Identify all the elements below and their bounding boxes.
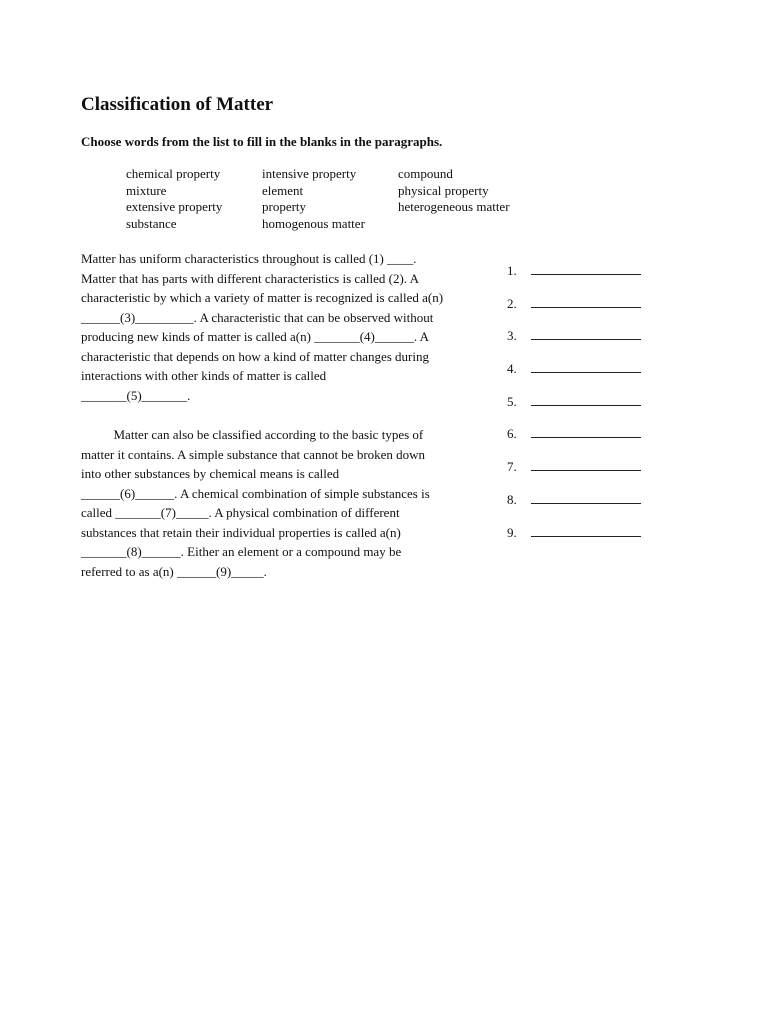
paragraph-types-of-matter <box>81 425 481 581</box>
paragraph-line: referred to as a(n) ______(9)_____. <box>81 563 267 579</box>
answer-number: 1. <box>507 263 517 278</box>
answer-number: 2. <box>507 296 517 311</box>
answer-number: 7. <box>507 459 517 474</box>
word-bank-column-3 <box>398 166 510 216</box>
word-bank-item: chemical property <box>126 166 221 181</box>
answer-number: 5. <box>507 394 517 409</box>
answer-row-4 <box>507 360 641 380</box>
answer-row-1 <box>507 262 641 282</box>
paragraph-line: producing new kinds of matter is called a(n) _______(4)______. A <box>81 329 430 344</box>
word-bank-item: homogenous matter <box>262 215 365 231</box>
paragraph-line: ______(6)______. A chemical combination of simple substances is <box>81 485 430 501</box>
answer-blank[interactable] <box>531 393 641 406</box>
answer-row-9 <box>507 524 641 544</box>
word-bank-item: intensive property <box>262 166 357 181</box>
answer-number: 6. <box>507 426 517 441</box>
word-bank-item: element <box>262 182 304 198</box>
answer-blank[interactable] <box>531 458 641 471</box>
paragraph-line: interactions with other kinds of matter is called <box>81 368 327 383</box>
paragraph-line: _______(8)______. Either an element or a compound may be <box>81 544 402 559</box>
page-title: Classification of Matter <box>81 94 274 115</box>
paragraph-line: _______(5)_______. <box>81 387 191 403</box>
answer-row-3 <box>507 327 641 347</box>
word-bank-column-2 <box>262 166 365 232</box>
answer-blank[interactable] <box>531 295 641 308</box>
answer-blank[interactable] <box>531 425 641 438</box>
answer-row-6 <box>507 425 641 445</box>
word-bank-item: property <box>262 199 307 214</box>
answer-blank[interactable] <box>531 491 641 504</box>
answer-row-2 <box>507 295 641 315</box>
paragraph-line: into other substances by chemical means is called <box>81 466 340 481</box>
answer-row-7 <box>507 458 641 478</box>
word-bank-item: heterogeneous matter <box>398 199 510 214</box>
word-bank-column-1 <box>126 166 222 232</box>
paragraph-line: called _______(7)_____. A physical combination of different <box>81 505 400 520</box>
answer-blank[interactable] <box>531 360 641 373</box>
paragraph-line: Matter has uniform characteristics throughout is called (1) ____. <box>81 251 417 266</box>
paragraph-properties <box>81 249 481 405</box>
paragraph-line: matter it contains. A simple substance that cannot be broken down <box>81 446 426 462</box>
answer-blank[interactable] <box>531 262 641 275</box>
answer-number: 9. <box>507 525 517 540</box>
paragraph-line: substances that retain their individual properties is called a(n) <box>81 524 401 540</box>
answer-row-8 <box>507 491 641 511</box>
word-bank-item: compound <box>398 166 453 181</box>
word-bank-item: extensive property <box>126 199 223 214</box>
answer-row-5 <box>507 393 641 413</box>
answer-number: 3. <box>507 328 517 343</box>
paragraph-line: ______(3)_________. A characteristic that can be observed without <box>81 309 434 325</box>
word-bank-item: mixture <box>126 182 167 198</box>
instructions: Choose words from the list to fill in the blanks in the paragraphs. <box>81 134 443 149</box>
word-bank-item: physical property <box>398 182 489 198</box>
answer-number: 8. <box>507 492 517 507</box>
answer-number: 4. <box>507 361 517 376</box>
word-bank-item: substance <box>126 215 177 231</box>
answer-blank[interactable] <box>531 327 641 340</box>
paragraph-line: characteristic by which a variety of matter is recognized is called a(n) <box>81 290 444 305</box>
answer-blank[interactable] <box>531 524 641 537</box>
paragraph-line: Matter that has parts with different characteristics is called (2). A <box>81 270 419 286</box>
paragraph-line: characteristic that depends on how a kind of matter changes during <box>81 348 429 364</box>
paragraph-line: Matter can also be classified according to the basic types of <box>81 427 424 442</box>
